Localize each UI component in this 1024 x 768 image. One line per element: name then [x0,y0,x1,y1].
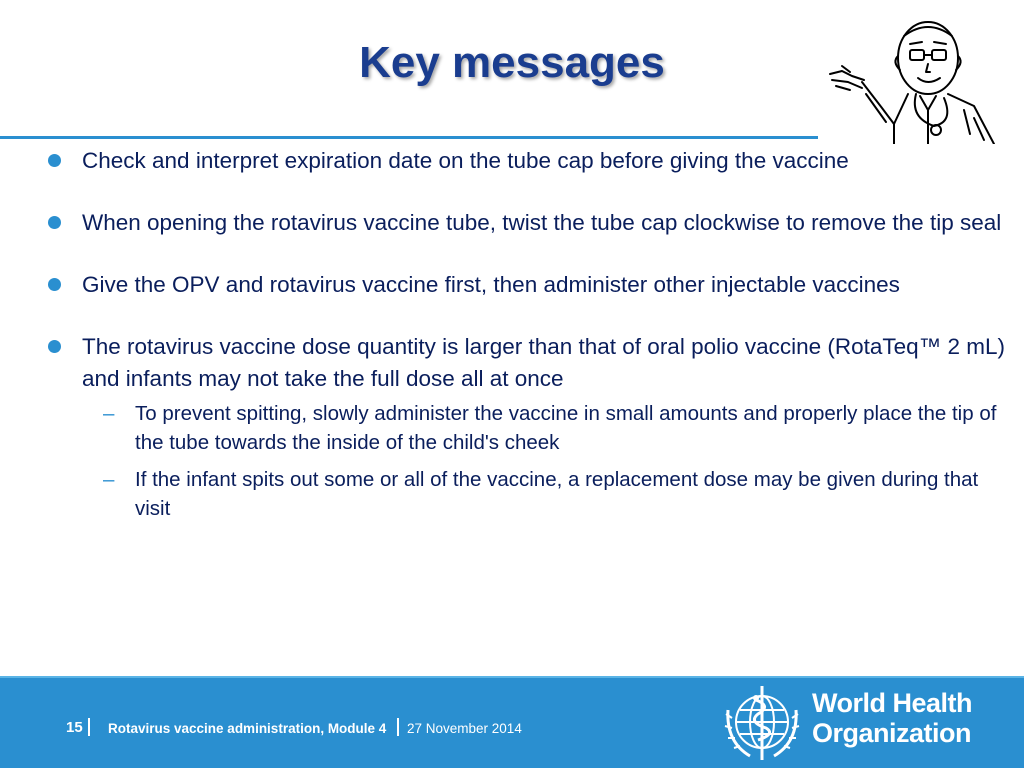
bullet-item [48,331,1008,395]
sub-bullet-dash: – [103,468,115,491]
bullet-item [48,145,1008,177]
bullet-dot-icon [48,216,61,229]
sub-bullet-item [48,399,1008,457]
bullet-item [48,207,1008,239]
footer-date: 27 November 2014 [407,721,522,736]
bullet-text: Give the OPV and rotavirus vaccine first, then administer other injectable vaccines [82,272,900,297]
sub-bullet-text: To prevent spitting, slowly administer the vaccine in small amounts and properly place the tip of the tube towards the inside of the child's cheek [135,402,997,454]
slide-title: Key messages [359,38,665,87]
who-logo-line1: World Health [812,688,973,718]
bullet-dot-icon [48,154,61,167]
bullet-text: Check and interpret expiration date on the tube cap before giving the vaccine [82,148,849,173]
footer-separator [397,718,399,736]
bullet-dot-icon [48,340,61,353]
slide-footer [0,676,1024,768]
module-title: Rotavirus vaccine administration, Module 4 [108,721,387,736]
bullet-dot-icon [48,278,61,291]
slide-body [48,145,1008,531]
bullet-text: The rotavirus vaccine dose quantity is larger than that of oral polio vaccine (RotaTeq™ 2 mL) and infants may not take the full dose all at once [82,334,1005,391]
doctor-illustration-icon [824,14,1006,144]
who-logo-text [812,688,972,748]
bullet-text: When opening the rotavirus vaccine tube, twist the tube cap clockwise to remove the tip seal [82,210,1002,235]
footer-highlight [0,676,1024,678]
bullet-item [48,269,1008,301]
sub-bullet-item [48,465,1008,523]
footer-separator [88,718,90,736]
sub-bullet-text: If the infant spits out some or all of the vaccine, a replacement dose may be given during that visit [135,468,979,520]
sub-bullet-dash: – [103,402,115,425]
who-emblem-icon [720,680,804,764]
who-logo-line2: Organization [812,718,972,748]
page-number: 15 [66,719,83,736]
title-divider [0,136,818,139]
